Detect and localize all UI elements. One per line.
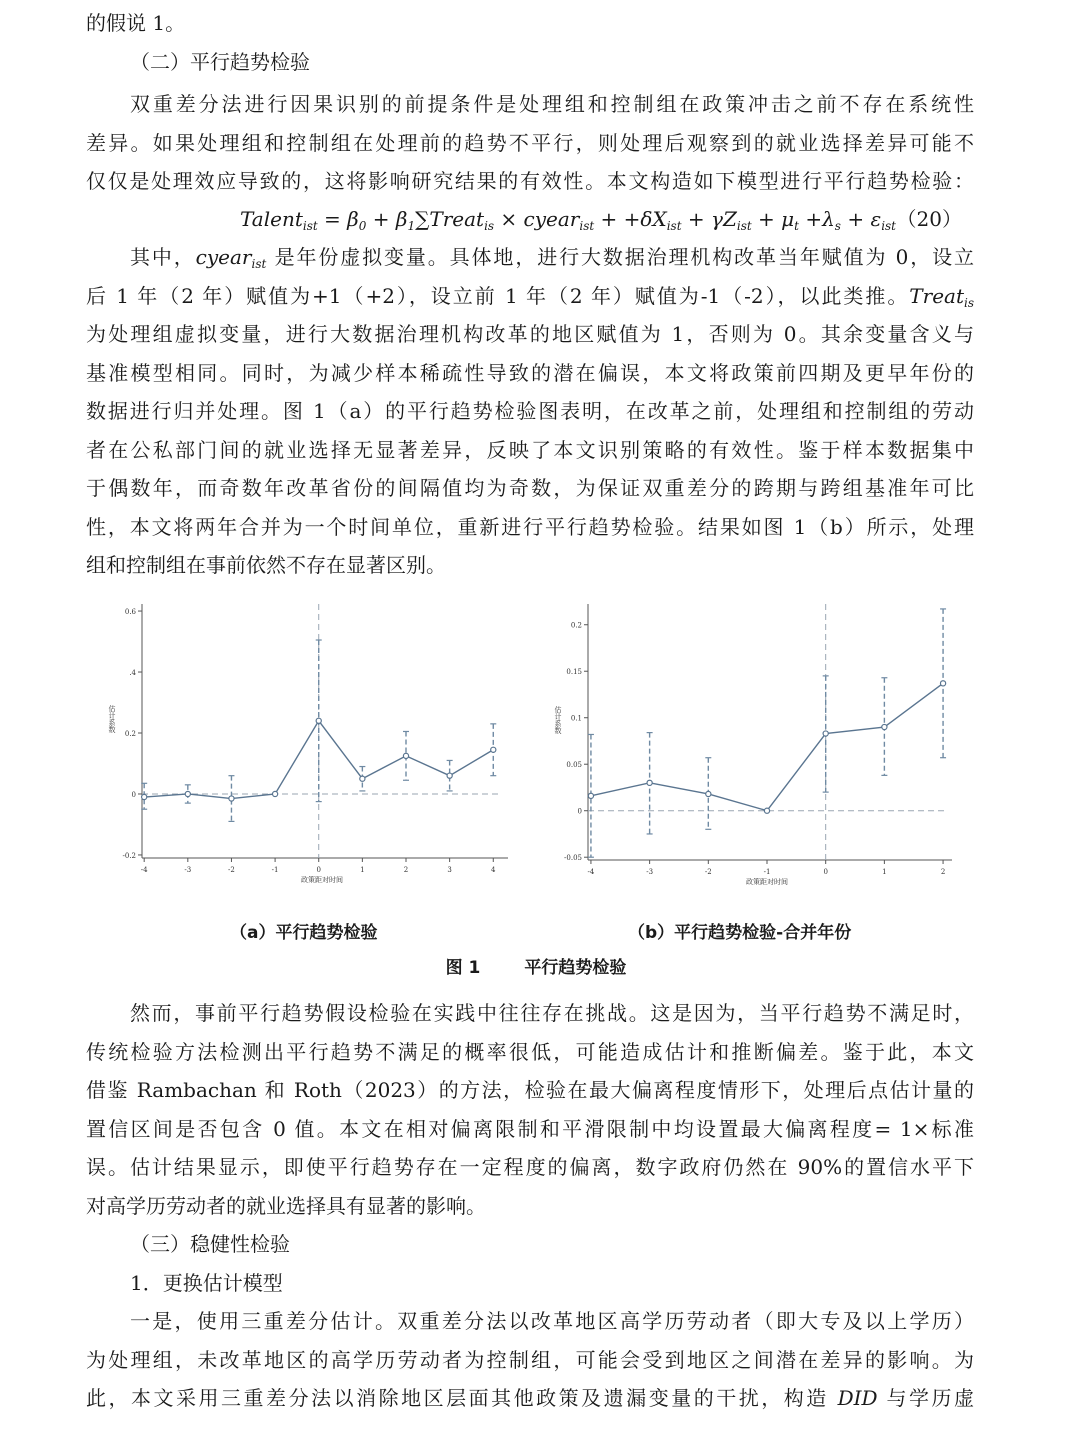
- y-tick-label: -0.2: [122, 851, 136, 860]
- data-point: [764, 808, 769, 813]
- x-tick-label: -4: [587, 868, 595, 876]
- y-tick-label: 0.2: [570, 621, 582, 630]
- text-line: 于偶数年，而奇数年改革省份的间隔值均为奇数，为保证双重差分的跨期与跨组基准年可比: [86, 476, 974, 500]
- x-tick-label: 4: [491, 866, 496, 874]
- x-tick-label: -2: [228, 866, 235, 874]
- y-tick-label: -0.05: [564, 854, 582, 863]
- equation-number: （20）: [896, 207, 962, 231]
- y-tick-label: 0: [131, 790, 136, 799]
- text-line: 差异。如果处理组和控制组在处理前的趋势不平行，则处理后观察到的就业选择差异可能不: [86, 130, 974, 155]
- y-tick-label: 0.15: [566, 668, 582, 677]
- x-tick-label: 1: [882, 868, 887, 876]
- x-tick-label: -3: [184, 866, 192, 874]
- caption-a: （a）平行趋势检验: [230, 923, 378, 943]
- y-tick-label: 0: [577, 807, 582, 816]
- text-line: 者在公私部门间的就业选择无显著差异，反映了本文识别策略的有效性。鉴于样本数据集中: [86, 437, 974, 462]
- data-point: [229, 796, 234, 801]
- data-point: [360, 776, 365, 781]
- y-tick-label: 0.1: [570, 714, 582, 723]
- text-line: 性，本文将两年合并为一个时间单位，重新进行平行趋势检验。结果如图 1（b）所示，处理: [86, 514, 974, 539]
- figure-title-text: 平行趋势检验: [524, 958, 627, 978]
- intro-text-block: [86, 4, 974, 81]
- data-point: [647, 780, 652, 785]
- chart-b-container: [548, 598, 958, 897]
- text-line: 然而，事前平行趋势假设检验在实践中往往存在挑战。这是因为，当平行趋势不满足时，: [130, 1001, 974, 1025]
- x-tick-label: -1: [763, 868, 771, 876]
- paragraph-variable-definition: [86, 238, 974, 585]
- data-point: [185, 791, 190, 796]
- y-tick-label: 0.05: [566, 761, 582, 770]
- text-line: 的假说 1。: [86, 11, 186, 35]
- text-line: （三）稳健性检验: [130, 1232, 290, 1256]
- x-tick-label: 0: [823, 868, 828, 876]
- x-tick-label: -1: [271, 866, 279, 874]
- figure-label: 图 1: [445, 958, 481, 978]
- data-point: [882, 724, 887, 729]
- text-line: （二）平行趋势检验: [130, 49, 310, 74]
- text-line: 其中，cyear$_{ist}$ 是年份虚拟变量。具体地，进行大数据治理机构改革当年赋值为 0，设立: [130, 245, 974, 271]
- paragraph-parallel-trend-premise: [86, 85, 974, 201]
- x-tick-label: 2: [940, 868, 946, 876]
- y-tick-label: 0.6: [124, 608, 136, 617]
- text-line: 为处理组，未改革地区的高学历劳动者为控制组，可能会受到地区之间潜在差异的影响。为: [86, 1347, 974, 1372]
- data-point: [403, 753, 408, 758]
- series-line: [591, 683, 943, 810]
- text-line: 为处理组虚拟变量，进行大数据治理机构改革的地区赋值为 1，否则为 0。其余变量含义与: [86, 322, 974, 346]
- x-tick-label: 0: [316, 866, 321, 874]
- text-line: 传统检验方法检测出平行趋势不满足的概率很低，可能造成估计和推断偏差。鉴于此，本文: [86, 1039, 974, 1064]
- data-point: [588, 793, 593, 798]
- text-line: 仅仅是处理效应导致的，这将影响研究结果的有效性。本文构造如下模型进行平行趋势检验：: [86, 169, 974, 193]
- data-point: [940, 681, 945, 686]
- paragraph-robustness: [86, 994, 974, 1418]
- data-point: [491, 747, 496, 752]
- text-line: 后 1 年（2 年）赋值为+1（+2），设立前 1 年（2 年）赋值为-1（-2），以此类推。Treat$_{is}$: [86, 283, 974, 310]
- data-point: [706, 791, 711, 796]
- text-line: 组和控制组在事前依然不存在显著区别。: [86, 553, 446, 577]
- text-line: 对高学历劳动者的就业选择具有显著的影响。: [86, 1193, 486, 1218]
- data-point: [316, 718, 321, 723]
- x-tick-label: -3: [646, 868, 654, 876]
- x-tick-label: -4: [140, 866, 148, 874]
- text-line: 一是，使用三重差分估计。双重差分法以改革地区高学历劳动者（即大专及以上学历）: [130, 1309, 974, 1333]
- equation-line: [86, 200, 974, 238]
- chart-a-container: [108, 598, 518, 897]
- y-axis-label: 估计系数: [554, 706, 562, 734]
- caption-b: （b）平行趋势检验-合并年份: [628, 923, 852, 943]
- model-equation: Talent$_{ist}$ = $\beta_0$ + $\beta_1\sum Treat_{is}$ × cyear$_{ist}$ + $+\delta X_{ist} + \gamma Z_{ist} + \mu_t +\lambda_s + \varepsilon_{ist}$: [240, 207, 897, 233]
- x-tick-label: -2: [704, 868, 712, 876]
- data-point: [142, 794, 147, 799]
- x-tick-label: 2: [403, 866, 409, 874]
- text-line: 置信区间是否包含 0 值。本文在相对偏离限制和平滑限制中均设置最大偏离程度= 1×标准: [86, 1116, 974, 1141]
- x-tick-label: 1: [360, 866, 365, 874]
- text-line: 借鉴 Rambachan 和 Roth（2023）的方法，检验在最大偏离程度情形下，处理后点估计量的: [86, 1078, 974, 1102]
- x-axis-label: 政策距对时间: [746, 878, 788, 886]
- chart-b-parallel-trend-merged: [548, 598, 958, 893]
- text-line: 1．更换估计模型: [130, 1270, 283, 1295]
- figure-title: [0, 953, 1072, 978]
- y-axis-label: 估计系数: [108, 705, 116, 733]
- y-tick-label: 0.2: [124, 730, 136, 738]
- data-point: [272, 791, 277, 796]
- text-line: 此，本文采用三重差分法以消除地区层面其他政策及遗漏变量的干扰，构造 DID 与学历虚: [86, 1386, 974, 1410]
- text-line: 双重差分法进行因果识别的前提条件是处理组和控制组在政策冲击之前不存在系统性: [130, 92, 974, 116]
- chart-a-parallel-trend: [108, 598, 518, 893]
- data-point: [823, 731, 828, 736]
- text-line: 数据进行归并处理。图 1（a）的平行趋势检验图表明，在改革之前，处理组和控制组的劳动: [86, 399, 974, 423]
- x-tick-label: 3: [447, 866, 452, 874]
- data-point: [447, 773, 452, 778]
- text-line: 基准模型相同。同时，为减少样本稀疏性导致的潜在偏误，本文将政策前四期及更早年份的: [86, 360, 974, 385]
- x-axis-label: 政策距对时间: [301, 876, 343, 884]
- text-line: 误。估计结果显示，即使平行趋势存在一定程度的偏离，数字政府仍然在 90%的置信水平下: [86, 1155, 974, 1179]
- y-tick-label: .4: [129, 669, 136, 678]
